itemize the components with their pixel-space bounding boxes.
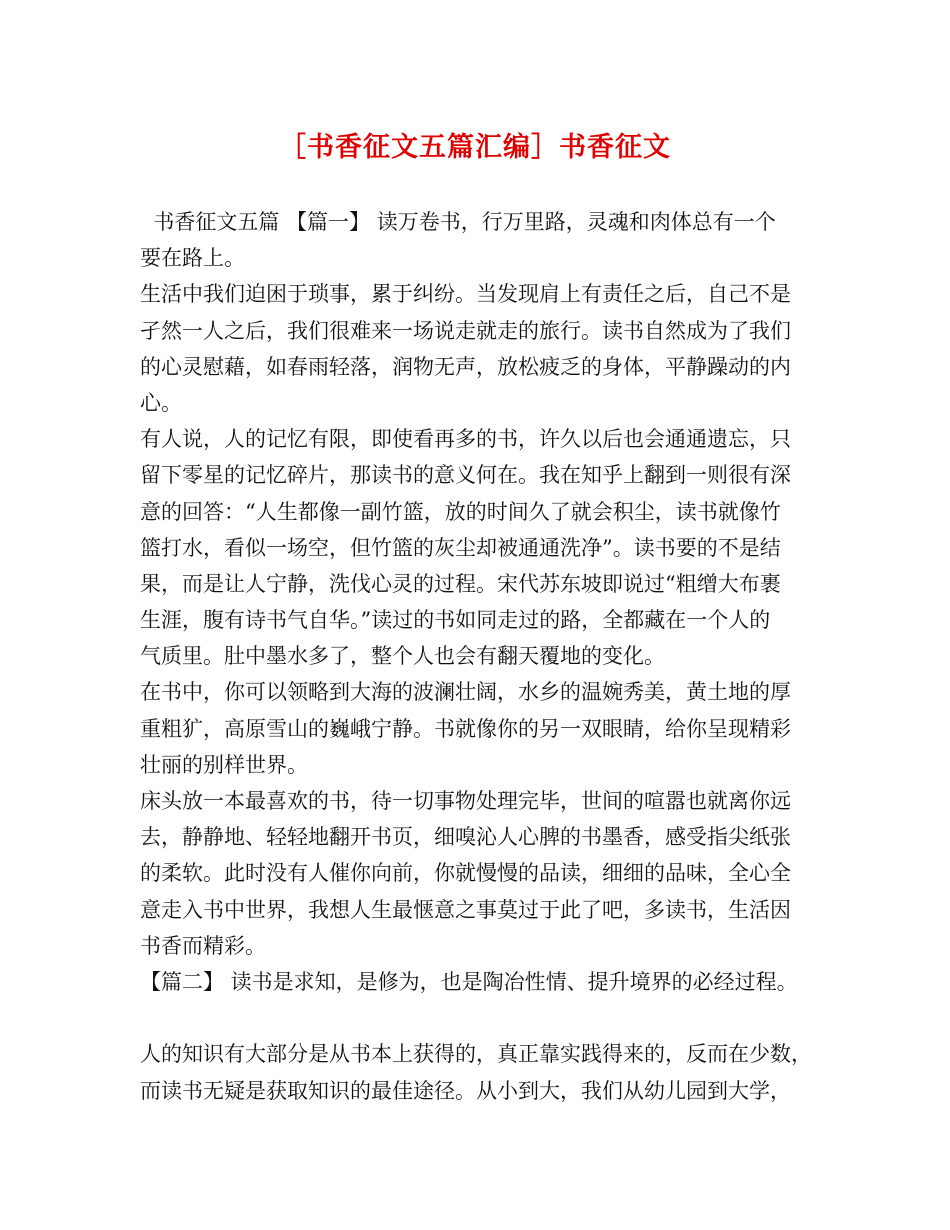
text-line: 去，静静地、轻轻地翻开书页，细嗅沁人心脾的书墨香，感受指尖纸张 [140, 825, 791, 850]
text-line: 壮丽的别样世界。 [140, 752, 308, 777]
blank-line [140, 1000, 820, 1036]
text-line: 意走入书中世界，我想人生最惬意之事莫过于此了吧，多读书，生活因 [140, 897, 791, 922]
text-line: 孑然一人之后，我们很难来一场说走就走的旅行。读书自然成为了我们 [140, 318, 791, 343]
text-line: 留下零星的记忆碎片，那读书的意义何在。我在知乎上翻到一则很有深 [140, 463, 791, 488]
document-title: ［书香征文五篇汇编］书香征文 [279, 132, 671, 163]
text-line: 生涯，腹有诗书气自华。”读过的书如同走过的路，全都藏在一个人的 [140, 608, 771, 633]
text-line: 【篇二】 读书是求知，是修为，也是陶冶性情、提升境界的必经过程。 [140, 969, 798, 994]
text-line: 人的知识有大部分是从书本上获得的，真正靠实践得来的，反而在少数， [140, 1042, 812, 1067]
text-line: 意的回答：“人生都像一副竹篮，放的时间久了就会积尘，读书就像竹 [140, 499, 781, 524]
document-body [140, 204, 820, 1109]
text-line: 重粗犷，高原雪山的巍峨宁静。书就像你的另一双眼睛，给你呈现精彩 [140, 716, 791, 741]
text-line: 而读书无疑是获取知识的最佳途径。从小到大，我们从幼儿园到大学， [140, 1078, 791, 1103]
text-line: 的心灵慰藉，如春雨轻落，润物无声，放松疲乏的身体，平静躁动的内 [140, 354, 791, 379]
text-line: 书香征文五篇 【篇一】 读万卷书，行万里路，灵魂和肉体总有一个 [140, 210, 776, 234]
text-line: 床头放一本最喜欢的书，待一切事物处理完毕，世间的喧嚣也就离你远 [140, 789, 791, 813]
text-line: 篮打水，看似一场空，但竹篮的灰尘却被通通洗净”。读书要的不是结 [140, 535, 781, 560]
text-line: 书香而精彩。 [140, 933, 266, 958]
text-line: 有人说，人的记忆有限，即使看再多的书，许久以后也会通通遗忘，只 [140, 427, 791, 452]
text-line: 在书中，你可以领略到大海的波澜壮阔，水乡的温婉秀美，黄土地的厚 [140, 680, 791, 705]
text-line: 生活中我们迫困于琐事，累于纠纷。当发现肩上有责任之后，自己不是 [140, 282, 791, 307]
text-line: 要在路上。 [140, 246, 245, 271]
text-line: 心。 [140, 390, 182, 415]
text-line: 气质里。肚中墨水多了，整个人也会有翻天覆地的变化。 [140, 644, 665, 669]
text-line: 果，而是让人宁静，洗伐心灵的过程。宋代苏东坡即说过“粗缯大布裹 [140, 571, 781, 596]
text-line: 的柔软。此时没有人催你向前，你就慢慢的品读，细细的品味，全心全 [140, 861, 791, 886]
